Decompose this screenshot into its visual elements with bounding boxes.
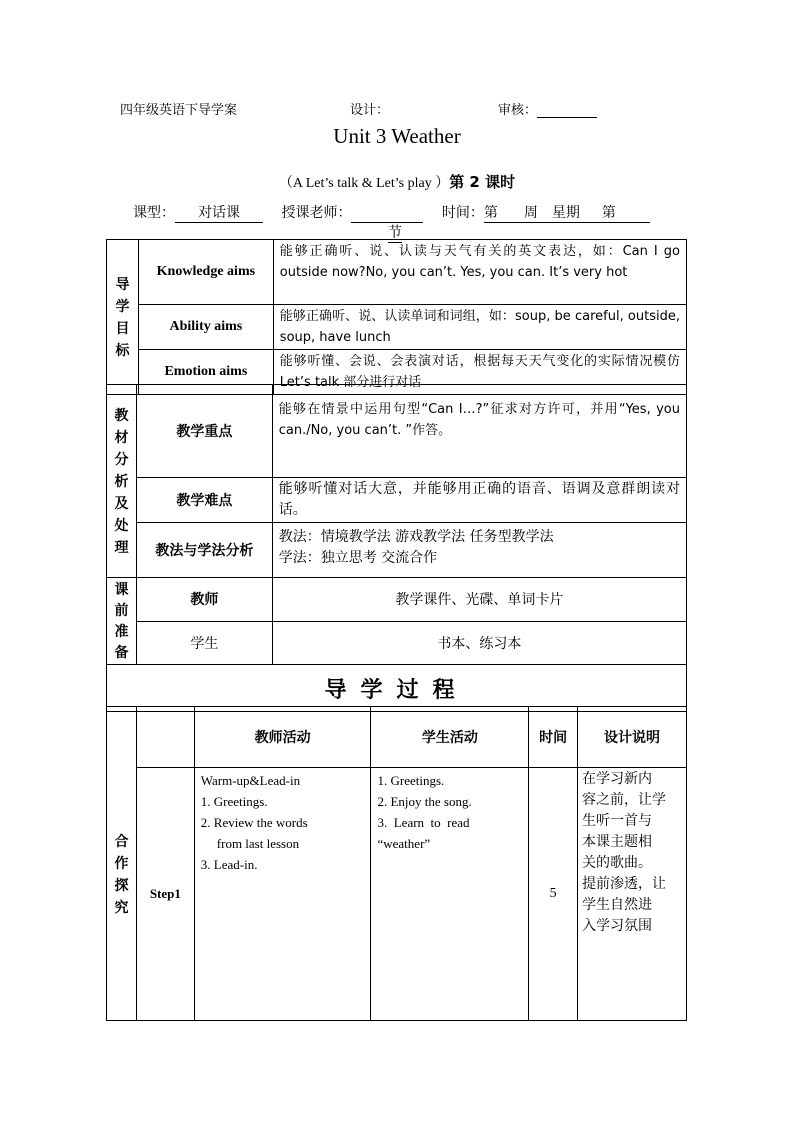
subtitle <box>0 171 794 192</box>
student-line: “weather” <box>377 836 431 851</box>
step-header-blank <box>136 707 194 768</box>
student-line: 3. Learn to read <box>377 815 470 830</box>
student-line: 1. Greetings. <box>377 773 445 788</box>
design-line: 本课主题相 <box>582 834 653 850</box>
knowledge-aims-text: 能够正确听、说、认读与天气有关的英文表达，如：Can I go outside now?No, you can’t. Yes, you can. It’s very hot <box>273 240 686 305</box>
design-line: 关的歌曲。 <box>582 855 653 871</box>
prep-teacher-text: 教学课件、光碟、单词卡片 <box>272 578 686 622</box>
student-line: 2. Enjoy the song. <box>377 794 472 809</box>
learning-methods: 学法：独立思考 交流合作 <box>278 550 438 566</box>
reviewer-label: 审核： <box>498 103 538 118</box>
difficult-points-text: 能够听懂对话大意，并能够用正确的语音、语调及意群朗读对话。 <box>272 478 686 523</box>
time-header: 时间 <box>529 707 578 768</box>
emotion-aims-label: Emotion aims <box>138 350 273 395</box>
step1-teacher-activity <box>194 768 371 1021</box>
section-post: 节 <box>388 222 402 243</box>
key-points-text: 能够在情景中运用句型“Can I…?”征求对方许可，并用“Yes, you can./No, you can’t. ”作答。 <box>272 385 686 478</box>
process-table <box>106 706 687 1021</box>
type-label: 课型： <box>133 205 175 221</box>
prep-teacher-label: 教师 <box>136 578 272 622</box>
time-label: 时间： <box>441 205 484 221</box>
reviewer-field <box>498 99 597 118</box>
aims-table <box>106 239 687 395</box>
design-line: 入学习氛围 <box>582 918 653 934</box>
design-line: 容之前，让学 <box>582 792 667 808</box>
designer-label: 设计： <box>350 103 390 118</box>
difficult-points-label: 教学难点 <box>136 478 272 523</box>
prep-group-label: 课前准备 <box>107 578 137 665</box>
teacher-blank <box>351 206 423 223</box>
design-line: 提前渗透，让 <box>582 876 667 892</box>
emotion-aims-text: 能够听懂、会说、会表演对话，根据每天天气变化的实际情况模仿 Let’s talk 部分进行对话 <box>273 350 686 395</box>
teacher-line: 1. Greetings. <box>200 794 268 809</box>
type-value: 对话课 <box>175 202 263 223</box>
analysis-group-label: 教材分析及处理 <box>107 385 137 578</box>
week-pre: 第 <box>483 205 498 221</box>
lesson-info <box>133 202 650 223</box>
prep-student-label: 学生 <box>136 621 272 665</box>
knowledge-aims-label: Knowledge aims <box>138 240 273 305</box>
step1-student-activity <box>371 768 529 1021</box>
student-activity-header: 学生活动 <box>371 707 529 768</box>
teacher-line: from last lesson <box>216 836 300 851</box>
week-unit: 周 <box>523 205 538 221</box>
teacher-line: Warm-up&Lead-in <box>200 773 301 788</box>
doc-type: 四年级英语下导学案 <box>120 103 238 118</box>
time-blank <box>484 202 650 223</box>
weekday: 星期 <box>551 205 580 221</box>
key-points-label: 教学重点 <box>136 385 272 478</box>
methods-text <box>272 523 686 578</box>
subtitle-part: （A Let’s talk & Let’s play ） <box>278 176 450 191</box>
process-group-label: 合作探究 <box>107 707 137 1021</box>
reviewer-blank <box>537 102 597 118</box>
design-line: 在学习新内 <box>582 771 653 787</box>
teacher-line: 3. Lead-in. <box>200 857 258 872</box>
ability-aims-label: Ability aims <box>138 305 273 350</box>
teaching-methods: 教法：情境教学法 游戏教学法 任务型教学法 <box>278 529 554 545</box>
step1-label: Step1 <box>136 768 194 1021</box>
methods-label: 教法与学法分析 <box>136 523 272 578</box>
teacher-line: 2. Review the words <box>200 815 308 830</box>
design-line: 学生自然进 <box>582 897 653 913</box>
page-title: Unit 3 Weather <box>333 124 461 148</box>
ability-aims-text: 能够正确听、说、认读单词和词组，如：soup, be careful, outside, soup, have lunch <box>273 305 686 350</box>
section-pre: 第 <box>601 205 616 221</box>
subtitle-lesson: 第 2 课时 <box>449 173 516 191</box>
prep-student-text: 书本、练习本 <box>272 621 686 665</box>
design-line: 生听一首与 <box>582 813 653 829</box>
teacher-label: 授课老师： <box>281 205 352 221</box>
process-title: 导学过程 <box>107 665 687 712</box>
step1-design <box>578 768 687 1021</box>
design-header: 设计说明 <box>578 707 687 768</box>
analysis-table <box>106 384 687 712</box>
teacher-activity-header: 教师活动 <box>194 707 371 768</box>
aims-group-label: 导学目标 <box>107 240 139 395</box>
step1-time: 5 <box>529 768 578 1021</box>
